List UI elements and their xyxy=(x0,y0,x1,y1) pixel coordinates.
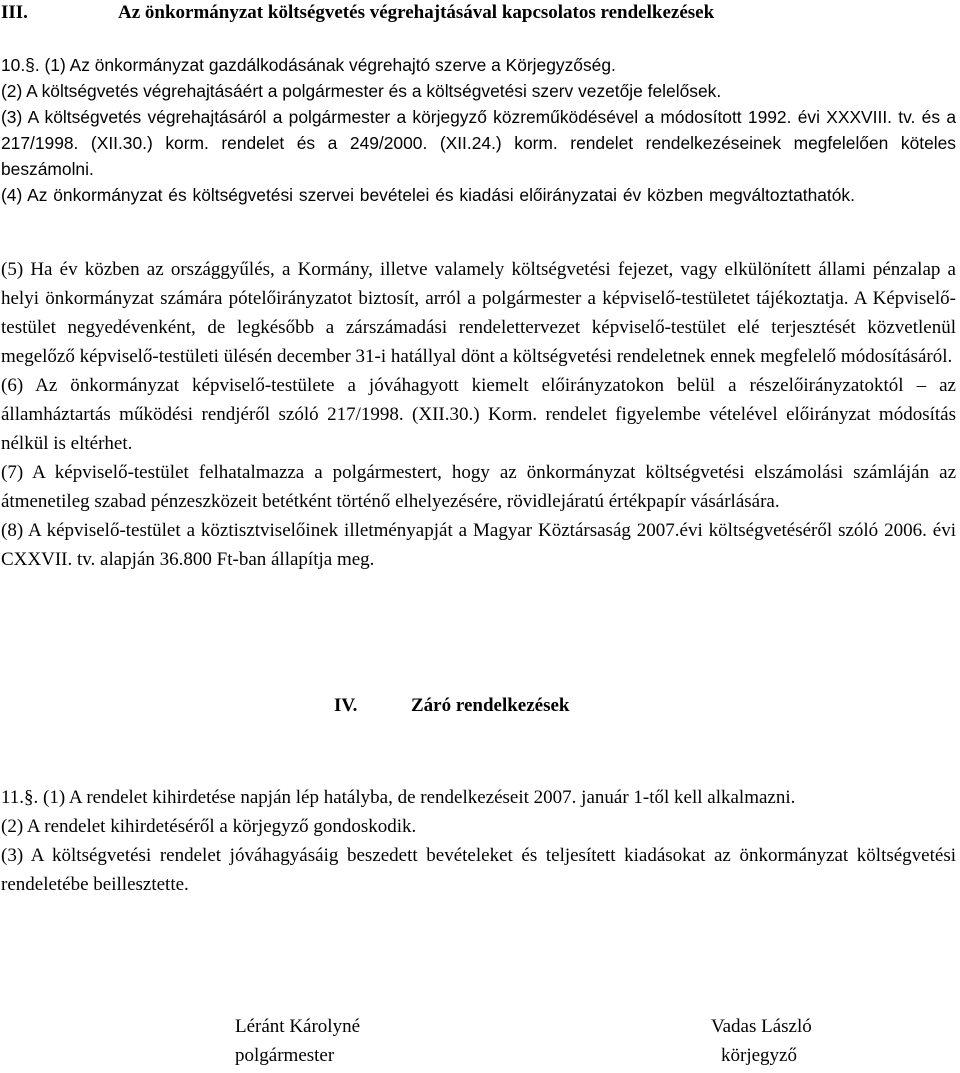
section-title: Záró rendelkezések xyxy=(411,695,570,716)
paragraph-10-7: (7) A képviselő-testület felhatalmazza a polgármestert, hogy az önkormányzat költségvetési elszámolási számláján az átmenetileg szabad pénzeszközeit betétként történő elhelyezésére, rövidlejáratú értékpapír vásárlására. xyxy=(1,462,956,512)
signature-role: körjegyző xyxy=(721,1045,797,1066)
section-heading-iv xyxy=(334,693,570,719)
paragraph-10-1: 10.§. (1) Az önkormányzat gazdálkodásának végrehajtó szerve a Körjegyzőség. xyxy=(1,55,616,75)
paragraph-11 xyxy=(1,783,956,899)
section-heading-iii xyxy=(1,0,956,26)
paragraph-10-6: (6) Az önkormányzat képviselő-testülete a jóváhagyott kiemelt előirányzatokon belül a részelőirányzatoktól – az államháztartás működési rendjéről szóló 217/1998. (XII.30.) Korm. rendelet figyelembe vételével előirányzat módosítás nélkül is eltérhet. xyxy=(1,375,956,454)
signature-mayor xyxy=(235,1012,360,1070)
signature-name: Vadas László xyxy=(711,1016,812,1037)
paragraph-10-part-1 xyxy=(1,52,956,208)
paragraph-10-8: (8) A képviselő-testület a köztisztviselőinek illetményapját a Magyar Köztársaság 2007.évi költségvetéséről szóló 2006. évi CXXVII. tv. alapján 36.800 Ft-ban állapítja meg. xyxy=(1,520,956,570)
paragraph-10-5: (5) Ha év közben az országgyűlés, a Kormány, illetve valamely költségvetési fejezet, vagy elkülönített állami pénzalap a helyi önkormányzat számára pótelőirányzatot biztosít, arról a polgármester a képviselő-testületet tájékoztatja. A Képviselő-testület negyedévenként, de legkésőbb a zárszámadási rendelettervezet képviselő-testület elé terjesztését közvetlenül megelőző képviselő-testületi ülésén december 31-i hatállyal dönt a költségvetési rendeletnek ennek megfelelő módosításáról. xyxy=(1,259,956,367)
paragraph-11-3: (3) A költségvetési rendelet jóváhagyásáig beszedett bevételeket és teljesített kiadásokat az önkormányzat költségvetési rendeletébe beillesztette. xyxy=(1,845,956,895)
signature-role: polgármester xyxy=(235,1045,335,1066)
paragraph-11-1: 11.§. (1) A rendelet kihirdetése napján lép hatályba, de rendelkezéseit 2007. január 1-től kell alkalmazni. xyxy=(1,787,796,808)
signature-notary xyxy=(711,1012,812,1070)
paragraph-11-2: (2) A rendelet kihirdetéséről a körjegyző gondoskodik. xyxy=(1,816,417,837)
paragraph-10-2: (2) A költségvetés végrehajtásáért a polgármester és a költségvetési szerv vezetője felelősek. xyxy=(1,81,722,101)
section-number: IV. xyxy=(334,695,358,716)
signature-name: Léránt Károlyné xyxy=(235,1016,361,1037)
paragraph-10-3: (3) A költségvetés végrehajtásáról a polgármester a körjegyző közreműködésével a módosított 1992. évi XXXVIII. tv. és a 217/1998. (XII.30.) korm. rendelet és a 249/2000. (XII.24.) korm. rendelet rendelkezéseinek megfelelően köteles beszámolni. xyxy=(1,107,956,179)
paragraph-10-4: (4) Az önkormányzat és költségvetési szervei bevételei és kiadási előirányzatai év közben megváltoztathatók. xyxy=(1,185,855,205)
section-title: Az önkormányzat költségvetés végrehajtásával kapcsolatos rendelkezések xyxy=(118,2,715,23)
paragraph-10-part-2 xyxy=(1,255,956,574)
section-number: III. xyxy=(1,2,28,23)
